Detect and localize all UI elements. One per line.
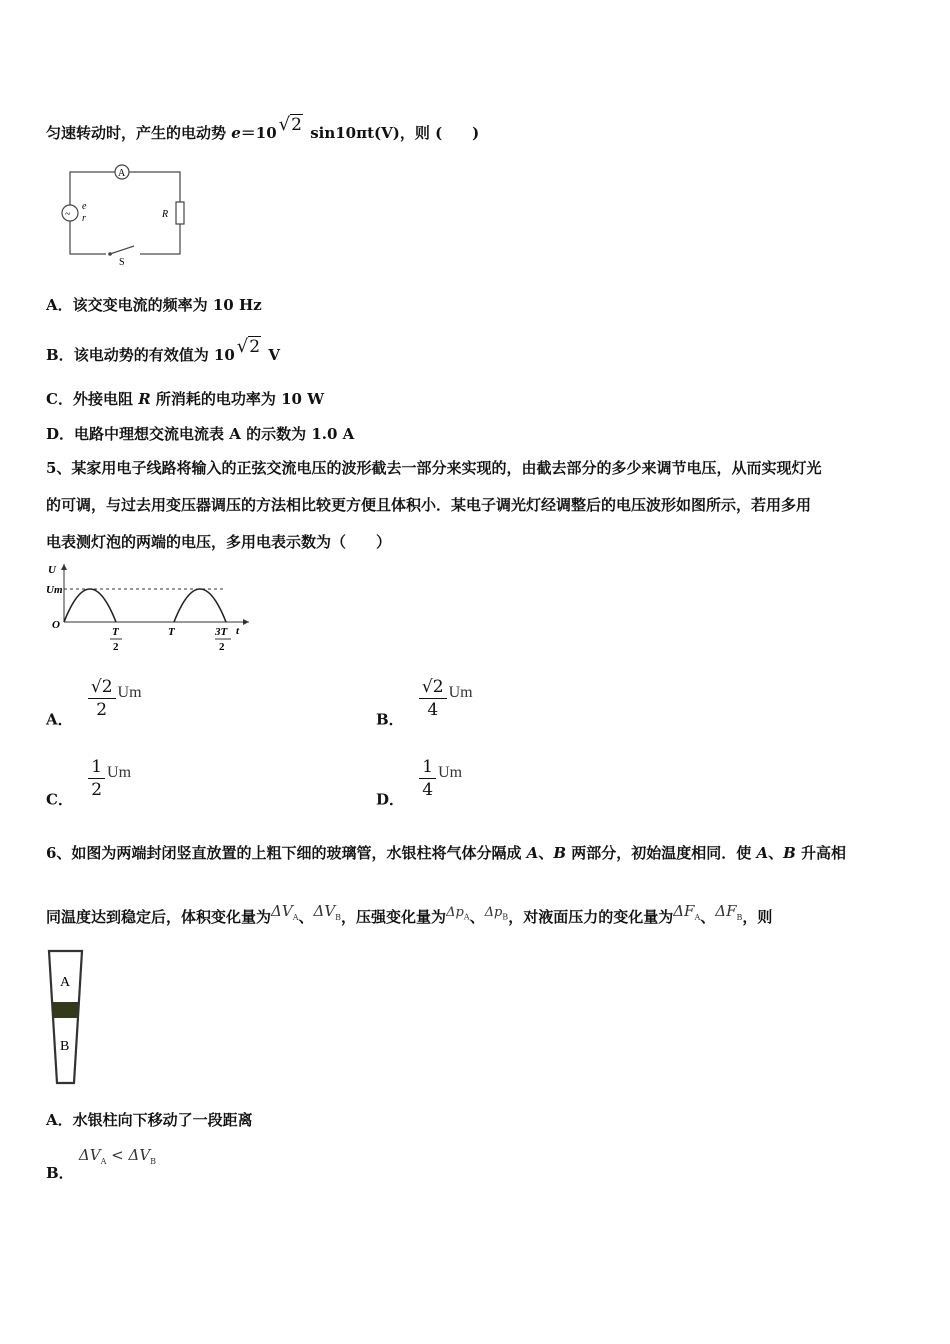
q5-stem-line1: 5、某家用电子线路将输入的正弦交流电压的波形截去一部分来实现的，由截去部分的多少来调节电压，从而实现灯光 <box>46 459 822 477</box>
q5-stem-line3: 电表测灯泡的两端的电压，多用电表示数为（ ） <box>46 533 392 551</box>
q4-option-c[interactable]: C．外接电阻 R 所消耗的电功率为 10 W <box>46 390 325 408</box>
waveform-graph <box>44 560 254 660</box>
q5-option-c[interactable]: C． $\frac{1}{2}$ Um <box>46 757 132 809</box>
q4-stem-e: e <box>231 124 241 142</box>
q5-option-a[interactable]: A． $\frac{√2}{2}$ Um <box>46 677 142 729</box>
q4-option-d[interactable]: D．电路中理想交流电流表 A 的示数为 1.0 A <box>46 425 355 443</box>
q4-option-b[interactable]: B．该电动势的有效值为 10 √2 V <box>46 336 280 364</box>
svg-text:~: ~ <box>65 209 71 220</box>
resistor-label: R <box>162 209 169 220</box>
mercury-column <box>53 1002 78 1018</box>
internal-resistance-label: r <box>82 213 86 224</box>
t-axis-label: t <box>236 625 240 637</box>
half-wave-1 <box>64 589 116 622</box>
tick-t-half-den: 2 <box>113 641 119 653</box>
emf-label: e <box>82 201 87 212</box>
q6-stem-line2: 同温度达到稳定后，体积变化量为$\Delta V_A$、$\Delta V_B$，压强变化量为$\Delta p_A$、$\Delta p_B$，对液面压力的变化量为$\Delta F_A$、$\Delta F_B$，则 <box>46 902 773 926</box>
ammeter-label: A <box>118 168 126 179</box>
um-label: Um <box>46 584 63 596</box>
q5-stem-line2: 的可调，与过去用变压器调压的方法相比较更方便且体积小．某电子调光灯经调整后的电压波形如图所示，若用多用 <box>46 496 812 514</box>
q5-option-b[interactable]: B． $\frac{√2}{4}$ Um <box>376 677 473 729</box>
origin-label: O <box>52 619 60 631</box>
q6-stem-line1: 6、如图为两端封闭竖直放置的上粗下细的玻璃管，水银柱将气体分隔成 A、B 两部分，初始温度相同．使 A、B 升高相 <box>46 844 847 862</box>
resistor-symbol <box>176 202 184 224</box>
tube-label-a: A <box>60 975 71 990</box>
q4-option-a[interactable]: A．该交变电流的频率为 10 Hz <box>46 296 262 314</box>
tube-label-b: B <box>60 1039 70 1054</box>
half-wave-2 <box>174 589 226 622</box>
q5-option-d[interactable]: D． $\frac{1}{4}$ Um <box>376 757 463 809</box>
q6-option-b[interactable]: B． $\Delta V_A < \Delta V_B$ <box>46 1146 157 1182</box>
q4-stem-sqrt: √2 <box>278 114 302 135</box>
tick-3t-half-den: 2 <box>219 641 225 653</box>
u-axis-label: U <box>48 564 56 576</box>
tick-t-half-num: T <box>112 626 119 638</box>
q6-option-a[interactable]: A．水银柱向下移动了一段距离 <box>46 1111 253 1129</box>
q4-stem-eq: ＝10 <box>240 124 277 142</box>
q4-stem-suffix: sin10πt(V)，则 ( ) <box>304 124 480 142</box>
q4-stem <box>46 114 479 143</box>
switch-label: S <box>119 257 125 268</box>
tick-3t-half-num: 3T <box>215 626 228 638</box>
circuit-diagram <box>56 158 192 268</box>
glass-tube-diagram <box>44 948 88 1088</box>
tick-t: T <box>168 626 175 638</box>
q4-stem-prefix: 匀速转动时，产生的电动势 <box>46 124 232 142</box>
